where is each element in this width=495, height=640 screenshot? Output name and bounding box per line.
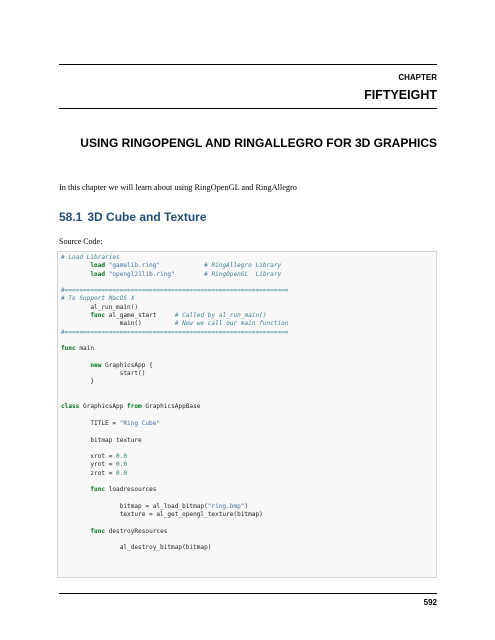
page-number: 592 [423, 598, 437, 607]
source-code-label: Source Code: [59, 237, 103, 246]
code-token: ) [244, 502, 249, 510]
code-token: bitmap = al_load_bitmap( [61, 502, 208, 510]
code-line [61, 378, 288, 386]
code-token: # RingAllegro Library [204, 262, 282, 270]
code-token: main() [61, 320, 175, 328]
code-line [61, 254, 288, 262]
code-token: destroyResources [105, 527, 168, 535]
code-line [61, 420, 288, 428]
code-line [61, 528, 288, 536]
code-token: func [61, 345, 76, 353]
code-line [61, 387, 288, 395]
code-line [61, 553, 288, 561]
code-token: class [61, 403, 80, 411]
code-line [61, 536, 288, 544]
code-line [61, 428, 288, 436]
code-line [61, 262, 288, 270]
code-token: GraphicsApp [79, 403, 128, 411]
code-line [61, 279, 288, 287]
code-token: func [90, 312, 106, 320]
code-token [61, 262, 90, 269]
code-token: #============================================================= [61, 287, 289, 295]
footer-rule [59, 593, 437, 594]
code-line [61, 544, 288, 552]
code-token: new [90, 361, 102, 369]
code-token: "gamelib.ring" [108, 262, 161, 270]
code-line [61, 362, 288, 370]
code-token: # Now we call our main function [174, 320, 289, 328]
code-token: al_destroy_bitmap(bitmap) [61, 544, 212, 552]
code-token: func [90, 527, 106, 535]
section-heading [59, 210, 207, 224]
code-line [61, 320, 288, 328]
chapter-title: USING RINGOPENGL AND RINGALLEGRO FOR 3D GRAPHICS [80, 136, 437, 150]
code-token: #============================================================= [61, 328, 289, 336]
code-token: 0.0 [116, 461, 128, 469]
code-listing [61, 254, 288, 569]
code-line [61, 304, 288, 312]
code-token: loadresources [105, 486, 157, 494]
code-line [61, 470, 288, 478]
code-line [61, 453, 288, 461]
section-title: 3D Cube and Texture [87, 210, 207, 224]
code-token: # To Support MacOS X [61, 295, 135, 303]
code-line [61, 354, 288, 362]
code-token: 0.0 [116, 469, 128, 477]
code-line [61, 345, 288, 353]
code-token: bitmap texture [61, 436, 142, 444]
code-token: yrot = [61, 461, 117, 469]
code-token [160, 262, 204, 269]
code-token: TITLE = [61, 419, 120, 427]
code-token: texture = al_get_opengl_texture(bitmap) [61, 511, 263, 519]
code-token: "opengl21lib.ring" [108, 270, 175, 278]
code-token [61, 312, 90, 319]
code-token: func [90, 486, 106, 494]
code-token [61, 486, 90, 493]
header-rule [59, 64, 437, 65]
code-line [61, 486, 288, 494]
chapter-label: CHAPTER [398, 73, 437, 82]
code-token: GraphicsAppBase [141, 403, 201, 411]
code-line [61, 561, 288, 569]
chapter-name: FIFTYEIGHT [364, 88, 437, 102]
code-line [61, 395, 288, 403]
code-line [61, 403, 288, 411]
code-token: load [90, 270, 106, 278]
code-token: from [127, 403, 142, 411]
code-token: al_run_main() [61, 303, 139, 311]
code-line [61, 461, 288, 469]
code-line [61, 437, 288, 445]
code-token: zrot = [61, 469, 117, 477]
intro-paragraph: In this chapter we will learn about using RingOpenGL and RingAllegro [59, 183, 297, 192]
chapter-rule [59, 108, 437, 109]
code-token: load [90, 262, 106, 270]
code-token [61, 528, 90, 535]
code-line [61, 329, 288, 337]
code-token [175, 271, 204, 278]
code-token [61, 271, 90, 278]
code-line [61, 503, 288, 511]
code-token: al_game_start [105, 312, 175, 320]
code-token: xrot = [61, 453, 117, 461]
code-token: "ring.bmp" [207, 502, 245, 510]
code-token: 0.0 [116, 453, 128, 461]
code-line [61, 520, 288, 528]
code-token [61, 362, 90, 369]
code-token: main [75, 345, 95, 353]
code-token: "Ring Cube" [119, 419, 161, 427]
code-token: # RingOpenGL Library [204, 270, 282, 278]
code-line [61, 370, 288, 378]
section-number: 58.1 [59, 210, 83, 224]
code-token: start() [61, 370, 146, 378]
code-line [61, 412, 288, 420]
code-token: } [61, 378, 95, 386]
code-token: GraphicsApp { [101, 361, 153, 369]
code-token: # Called by al_run_main() [174, 312, 267, 320]
code-line [61, 445, 288, 453]
code-line [61, 478, 288, 486]
code-line [61, 337, 288, 345]
code-token: # Load Libraries [61, 254, 120, 261]
code-line [61, 495, 288, 503]
code-line [61, 271, 288, 279]
code-block [57, 251, 437, 578]
code-line [61, 295, 288, 303]
code-line [61, 511, 288, 519]
